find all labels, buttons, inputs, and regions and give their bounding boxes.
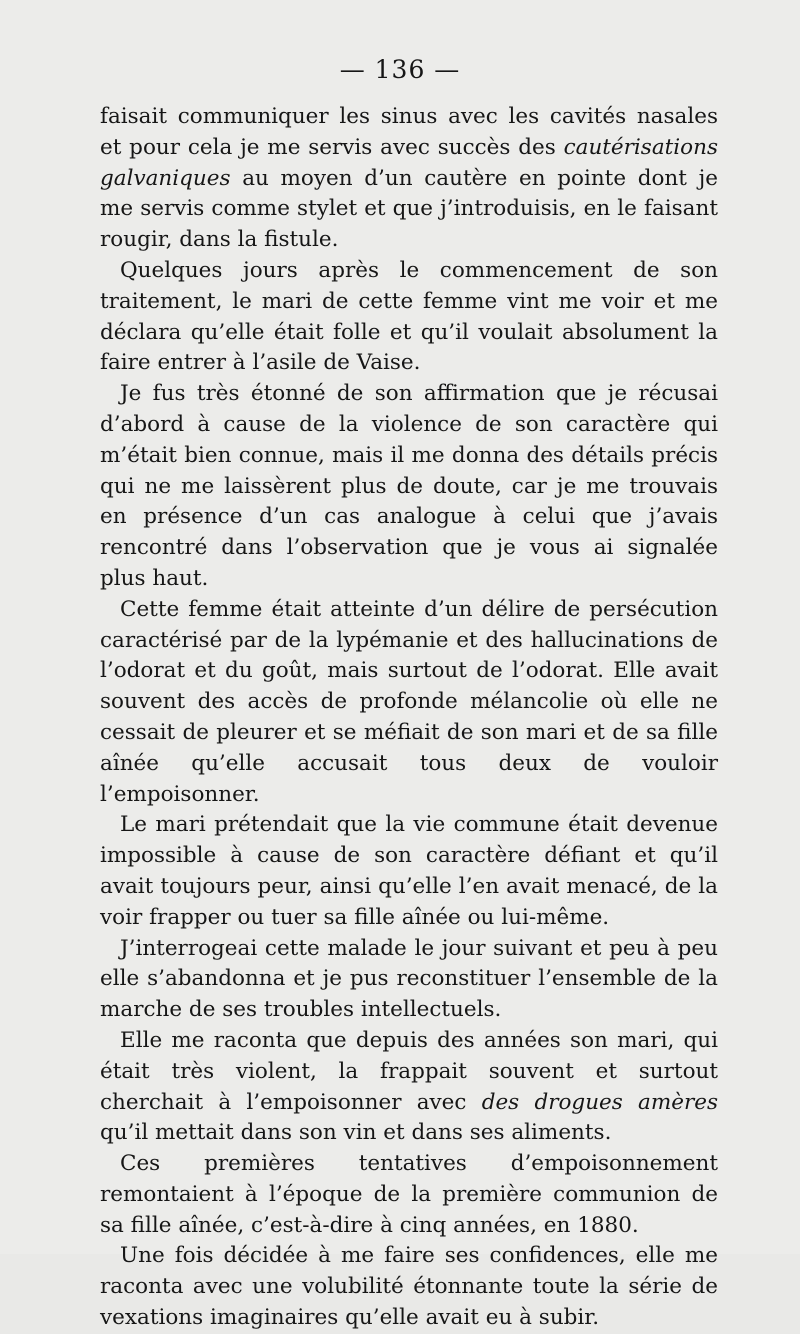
text-segment: Cette femme était atteinte d’un délire de persécution caractérisé par de la lypémanie et des hallucinations de l’odorat et du goût, mais surtout de l’odorat. Elle avait souvent des accès de profonde mélancolie où elle ne cessait de pleurer et se méfiait de son mari et de sa fille aînée qu’elle accusait tous deux de vouloir l’empoisonner. [100,596,718,807]
text-segment: Quelques jours après le commencement de son traitement, le mari de cette femme vint me voir et me déclara qu’elle était folle et qu’il voulait absolument la faire entrer à l’asile de Vaise. [100,257,718,376]
text-segment: faisait communiquer les sinus avec les cavités nasales et pour cela je me servis avec succès des [100,104,718,160]
text-segment: au moyen d’un cautère en pointe dont je me servis comme stylet et que j’introduisis, en le faisant rougir, dans la fistule. [100,165,718,253]
text-segment: qu’il mettait dans son vin et dans ses aliments. [100,1120,612,1146]
text-segment: Une fois décidée à me faire ses confidences, elle me raconta avec une volubilité étonnante toute la série de vexations imaginaires qu’elle avait eu à subir. [100,1243,718,1331]
paragraph [100,1026,718,1149]
italic-phrase: des drogues amères [481,1089,718,1115]
paragraph [100,102,718,256]
paragraph [100,1241,718,1333]
paragraph [100,1149,718,1241]
paragraph [100,595,718,811]
page-number: — 136 — [339,55,461,84]
paragraph [100,379,718,595]
paragraph [100,256,718,379]
italic-phrase: cautérisations galvaniques [100,134,718,191]
text-segment: Le mari prétendait que la vie commune était devenue impossible à cause de son caractère défiant et qu’il avait toujours peur, ainsi qu’elle l’en avait menacé, de la voir frapper ou tuer sa fille aînée ou lui-même. [100,812,718,930]
paragraph [100,810,718,933]
text-segment: Ces premières tentatives d’empoisonnement remontaient à l’époque de la première communion de sa fille aînée, c’est-à-dire à cinq années, en 1880. [100,1151,718,1238]
text-segment: Je fus très étonné de son affirmation que je récusai d’abord à cause de la violence de son caractère qui m’était bien connue, mais il me donna des détails précis qui ne me laissèrent plus de doute, car je me trouvais en présence d’un cas analogue à celui que j’avais rencontré dans l’observation que je vous ai signalée plus haut. [100,381,718,591]
text-segment: J’interrogeai cette malade le jour suivant et peu à peu elle s’abandonna et je pus reconstituer l’ensemble de la marche de ses troubles intellectuels. [100,935,718,1023]
paragraph [100,934,718,1026]
text-segment: Elle me raconta que depuis des années son mari, qui était très violent, la frappait souvent et surtout cherchait à l’empoisonner avec [100,1027,718,1115]
body-text [100,102,718,1334]
